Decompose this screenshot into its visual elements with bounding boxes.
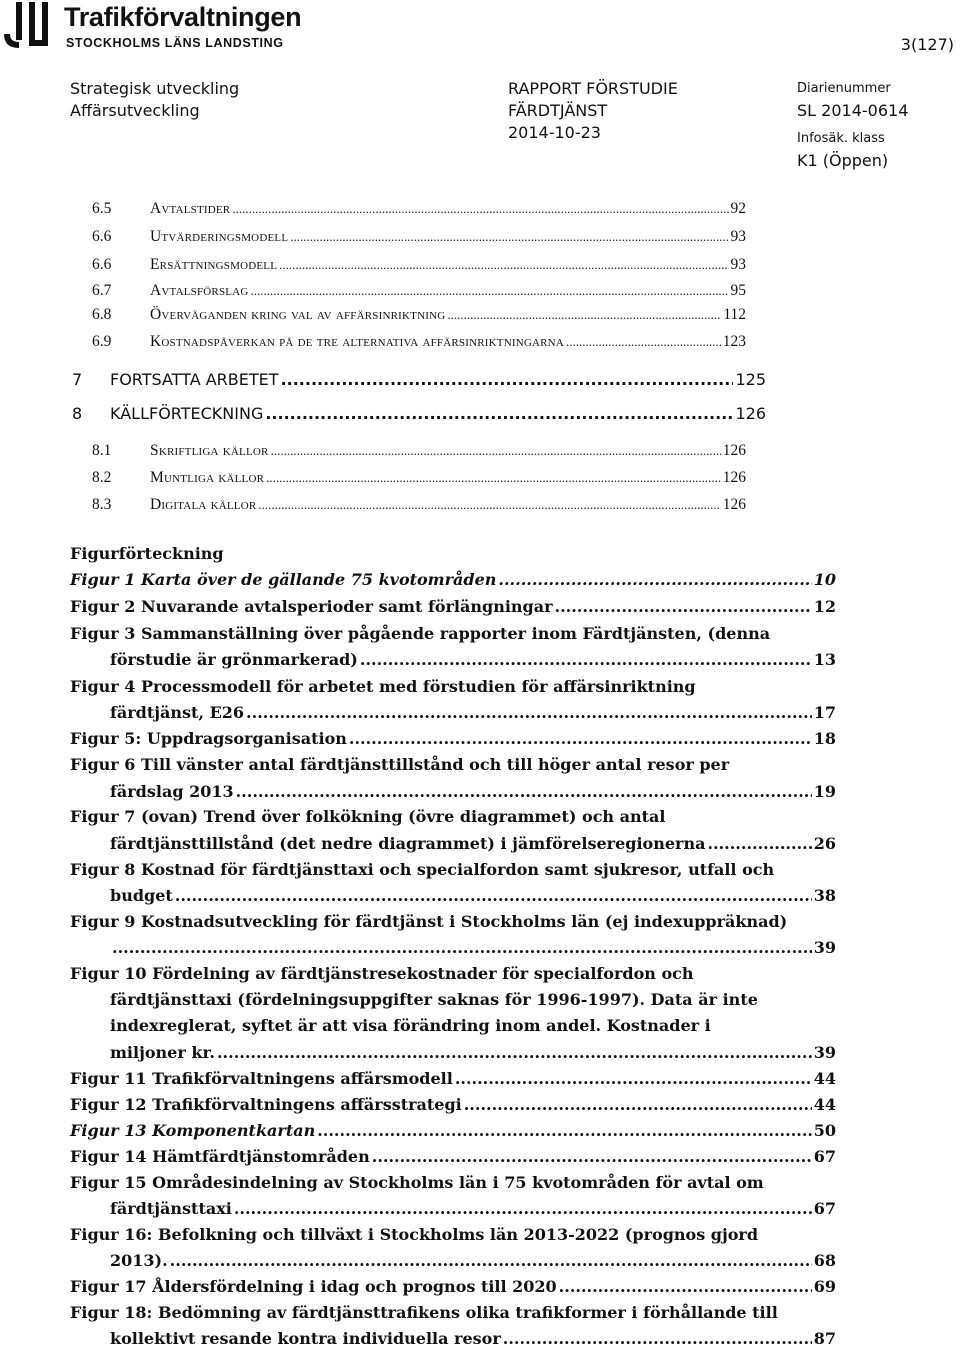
toc-entry-title: Avtalstider — [150, 200, 231, 217]
toc-chapter-page: 125 — [735, 370, 766, 389]
figure-entry[interactable] — [70, 1277, 836, 1296]
toc-entry-title: Ersättningsmodell — [150, 256, 278, 273]
header-classification-label: Infosäk. klass — [797, 131, 885, 146]
toc-entry-page: 126 — [722, 469, 746, 486]
toc-chapter-number: 7 — [72, 370, 83, 389]
figure-entry-page: 67 — [813, 1199, 836, 1218]
figure-entry-title: Figur 14 Hämtfärdtjänstområden — [70, 1147, 370, 1166]
figure-entry-page: 18 — [813, 729, 836, 748]
figure-entry[interactable] — [110, 782, 836, 801]
figure-entry-title-continued: kollektivt resande kontra individuella resor — [110, 1329, 501, 1348]
figure-entry-page: 50 — [813, 1121, 836, 1140]
figure-entry[interactable] — [70, 1121, 836, 1140]
toc-entry-title: Skriftliga källor — [150, 442, 269, 459]
toc-leader-dots — [290, 229, 728, 245]
figure-entry-title: Figur 12 Trafikförvaltningens affärsstrategi — [70, 1095, 462, 1114]
figure-entry-page: 87 — [813, 1329, 836, 1348]
figure-entry-title-continued: färdtjänsttaxi (fördelningsuppgifter saknas för 1996-1997). Data är inte — [110, 990, 758, 1009]
figure-entry[interactable] — [110, 650, 836, 669]
figure-entry[interactable] — [110, 1043, 836, 1062]
toc-entry-number: 8.2 — [92, 469, 112, 486]
toc-entry-page: 93 — [730, 256, 746, 273]
figure-entry-title-continued: färdtjänst, E26 — [110, 703, 245, 722]
toc-entry-number: 8.3 — [92, 496, 112, 513]
toc-entry-page: 126 — [722, 442, 746, 459]
toc-leader-dots — [232, 201, 728, 217]
figure-entry-title: Figur 1 Karta över de gällande 75 kvotområden — [70, 570, 497, 589]
header-registry-value: SL 2014-0614 — [797, 101, 909, 120]
header-department-line: Affärsutveckling — [70, 101, 200, 120]
figure-entry[interactable] — [110, 1251, 836, 1270]
toc-entry[interactable] — [0, 333, 746, 351]
toc-leader-dots — [266, 470, 721, 486]
figure-entry-title-continued: färdslag 2013 — [110, 782, 234, 801]
toc-entry-number: 6.6 — [92, 256, 112, 273]
toc-leader-dots — [250, 283, 728, 299]
toc-entry-number: 6.7 — [92, 282, 112, 299]
figure-leader-dots — [464, 1095, 812, 1114]
toc-entry-number: 6.8 — [92, 306, 112, 323]
figure-leader-dots — [498, 570, 811, 589]
figure-entry-title-continued: förstudie är grönmarkerad) — [110, 650, 358, 669]
header-report-line: RAPPORT FÖRSTUDIE — [508, 79, 678, 98]
toc-leader-dots — [566, 334, 721, 350]
toc-entry[interactable] — [0, 256, 746, 274]
figure-entry-title[interactable]: Figur 6 Till vänster antal färdtjänsttillstånd och till höger antal resor per — [70, 755, 730, 774]
toc-entry[interactable] — [0, 228, 746, 246]
toc-entry-title: Muntliga källor — [150, 469, 265, 486]
toc-leader-dots — [447, 307, 721, 323]
figure-entry-title-continued: färdtjänsttillstånd (det nedre diagrammet) i jämförelseregionerna — [110, 834, 706, 853]
figure-entry-page: 44 — [813, 1095, 836, 1114]
figure-entry-title: Figur 17 Åldersfördelning i idag och prognos till 2020 — [70, 1277, 557, 1296]
figure-leader-dots — [175, 886, 812, 905]
toc-entry[interactable] — [0, 306, 746, 324]
figure-entry-title-continued: miljoner kr. — [110, 1043, 215, 1062]
toc-chapter-title: KÄLLFÖRTECKNING — [110, 404, 264, 423]
toc-entry-page: 92 — [730, 200, 746, 217]
figure-entry-page: 38 — [813, 886, 836, 905]
figure-entry[interactable] — [70, 570, 836, 589]
toc-entry-page: 95 — [730, 282, 746, 299]
toc-entry-page: 123 — [722, 333, 746, 350]
toc-entry-title: Utvärderingsmodell — [150, 228, 289, 245]
figure-entry[interactable] — [110, 1199, 836, 1218]
figure-entry-title[interactable]: Figur 4 Processmodell för arbetet med förstudien för affärsinriktning — [70, 677, 696, 696]
figure-leader-dots — [455, 1069, 812, 1088]
page-number: 3(127) — [900, 35, 954, 54]
toc-chapter-number: 8 — [72, 404, 83, 423]
toc-entry-number: 8.1 — [92, 442, 112, 459]
toc-entry[interactable] — [0, 496, 746, 514]
toc-leader-dots — [279, 257, 728, 273]
figure-entry[interactable] — [70, 1147, 836, 1166]
figure-entry-page: 12 — [813, 597, 836, 616]
header-department — [70, 78, 239, 122]
figure-entry-title[interactable]: Figur 18: Bedömning av färdtjänsttrafikens olika trafikformer i förhållande till — [70, 1303, 778, 1322]
figure-entry-title-continued: indexreglerat, syftet är att visa förändring inom andel. Kostnader i — [110, 1016, 711, 1035]
figure-entry-page: 10 — [813, 570, 836, 589]
toc-entry-title: Kostnadspåverkan på de tre alternativa affärsinriktningarna — [150, 333, 564, 350]
figure-entry-page: 69 — [813, 1277, 836, 1296]
figure-entry[interactable] — [110, 1329, 836, 1348]
header-department-line: Strategisk utveckling — [70, 79, 240, 98]
toc-entry[interactable] — [0, 200, 746, 218]
toc-chapter[interactable] — [0, 370, 766, 389]
figure-entry[interactable] — [110, 834, 836, 853]
toc-chapter-page: 126 — [735, 404, 766, 423]
figure-entry[interactable] — [110, 886, 836, 905]
logo-mark-icon — [2, 0, 62, 52]
toc-entry[interactable] — [0, 282, 746, 300]
figure-entry-title: Figur 11 Trafikförvaltningens affärsmodell — [70, 1069, 453, 1088]
figure-entry-page: 19 — [813, 782, 836, 801]
figure-leader-dots — [372, 1147, 812, 1166]
figure-leader-dots — [559, 1277, 812, 1296]
figure-leader-dots — [112, 938, 812, 957]
header-report — [508, 78, 678, 144]
figure-entry[interactable] — [70, 729, 836, 748]
toc-entry-number: 6.6 — [92, 228, 112, 245]
figure-leader-dots — [707, 834, 811, 853]
toc-leader-dots — [258, 497, 720, 513]
header-registry — [797, 78, 908, 172]
figure-entry-page: 13 — [813, 650, 836, 669]
figure-entry-title[interactable]: Figur 8 Kostnad för färdtjänsttaxi och specialfordon samt sjukresor, utfall och — [70, 860, 775, 879]
figure-entry-page: 39 — [813, 1043, 836, 1062]
toc-entry-page: 93 — [730, 228, 746, 245]
figure-leader-dots — [246, 703, 812, 722]
figure-leader-dots — [236, 782, 812, 801]
header-report-line: FÄRDTJÄNST — [508, 101, 608, 120]
figure-leader-dots — [360, 650, 812, 669]
toc-leader-dots — [265, 404, 733, 423]
organization-name: Trafikförvaltningen — [64, 2, 302, 32]
figure-entry-page: 67 — [813, 1147, 836, 1166]
figure-leader-dots — [349, 729, 812, 748]
toc-entry-title: Digitala källor — [150, 496, 257, 513]
toc-entry-title: Avtalsförslag — [150, 282, 249, 299]
figure-entry[interactable] — [70, 1095, 836, 1114]
toc-entry-title: Överväganden kring val av affärsinriktning — [150, 306, 446, 323]
figure-entry[interactable] — [110, 938, 836, 957]
figure-entry-page: 39 — [813, 938, 836, 957]
figure-entry-title[interactable]: Figur 15 Områdesindelning av Stockholms län i 75 kvotområden för avtal om — [70, 1173, 764, 1192]
toc-entry-page: 112 — [723, 306, 746, 323]
figure-entry-title-continued: 2013). — [110, 1251, 168, 1270]
figure-entry-title-continued: färdtjänsttaxi — [110, 1199, 232, 1218]
figure-entry[interactable] — [70, 597, 836, 616]
toc-entry-page: 126 — [722, 496, 746, 513]
organization-logo — [2, 0, 322, 58]
figure-entry-page: 68 — [813, 1251, 836, 1270]
figure-leader-dots — [170, 1251, 812, 1270]
figure-entry-title[interactable]: Figur 16: Befolkning och tillväxt i Stockholms län 2013-2022 (prognos gjord — [70, 1225, 759, 1244]
figure-entry-title[interactable]: Figur 10 Fördelning av färdtjänstresekostnader för specialfordon och — [70, 964, 694, 983]
figure-entry-title: Figur 13 Komponentkartan — [70, 1121, 316, 1140]
toc-entry-number: 6.5 — [92, 200, 112, 217]
toc-leader-dots — [271, 443, 721, 459]
toc-entry[interactable] — [0, 469, 746, 487]
figure-entry[interactable] — [110, 703, 836, 722]
figure-leader-dots — [317, 1121, 812, 1140]
figure-entry-title: Figur 5: Uppdragsorganisation — [70, 729, 347, 748]
header-registry-label: Diarienummer — [797, 81, 891, 96]
figure-entry-title-continued: budget — [110, 886, 173, 905]
toc-entry[interactable] — [0, 442, 746, 460]
header-classification-value: K1 (Öppen) — [797, 151, 889, 170]
toc-chapter[interactable] — [0, 404, 766, 423]
figure-entry-title[interactable]: Figur 7 (ovan) Trend över folkökning (övre diagrammet) och antal — [70, 807, 666, 826]
figure-entry-title[interactable]: Figur 9 Kostnadsutveckling för färdtjänst i Stockholms län (ej indexuppräknad) — [70, 912, 788, 931]
figure-entry-page: 17 — [813, 703, 836, 722]
toc-entry-number: 6.9 — [92, 333, 112, 350]
figure-leader-dots — [503, 1329, 812, 1348]
organization-subtitle: STOCKHOLMS LÄNS LANDSTING — [66, 36, 284, 50]
figure-entry-title[interactable]: Figur 3 Sammanställning över pågående rapporter inom Färdtjänsten, (denna — [70, 624, 771, 643]
toc-leader-dots — [281, 370, 734, 389]
figure-entry-page: 26 — [813, 834, 836, 853]
figure-entry-page: 44 — [813, 1069, 836, 1088]
figure-entry[interactable] — [70, 1069, 836, 1088]
header-report-date: 2014-10-23 — [508, 123, 601, 142]
figure-entry-title: Figur 2 Nuvarande avtalsperioder samt förlängningar — [70, 597, 553, 616]
figure-leader-dots — [555, 597, 812, 616]
figure-leader-dots — [217, 1043, 812, 1062]
figure-leader-dots — [234, 1199, 812, 1218]
figures-heading: Figurförteckning — [70, 544, 224, 563]
toc-chapter-title: FORTSATTA ARBETET — [110, 370, 279, 389]
